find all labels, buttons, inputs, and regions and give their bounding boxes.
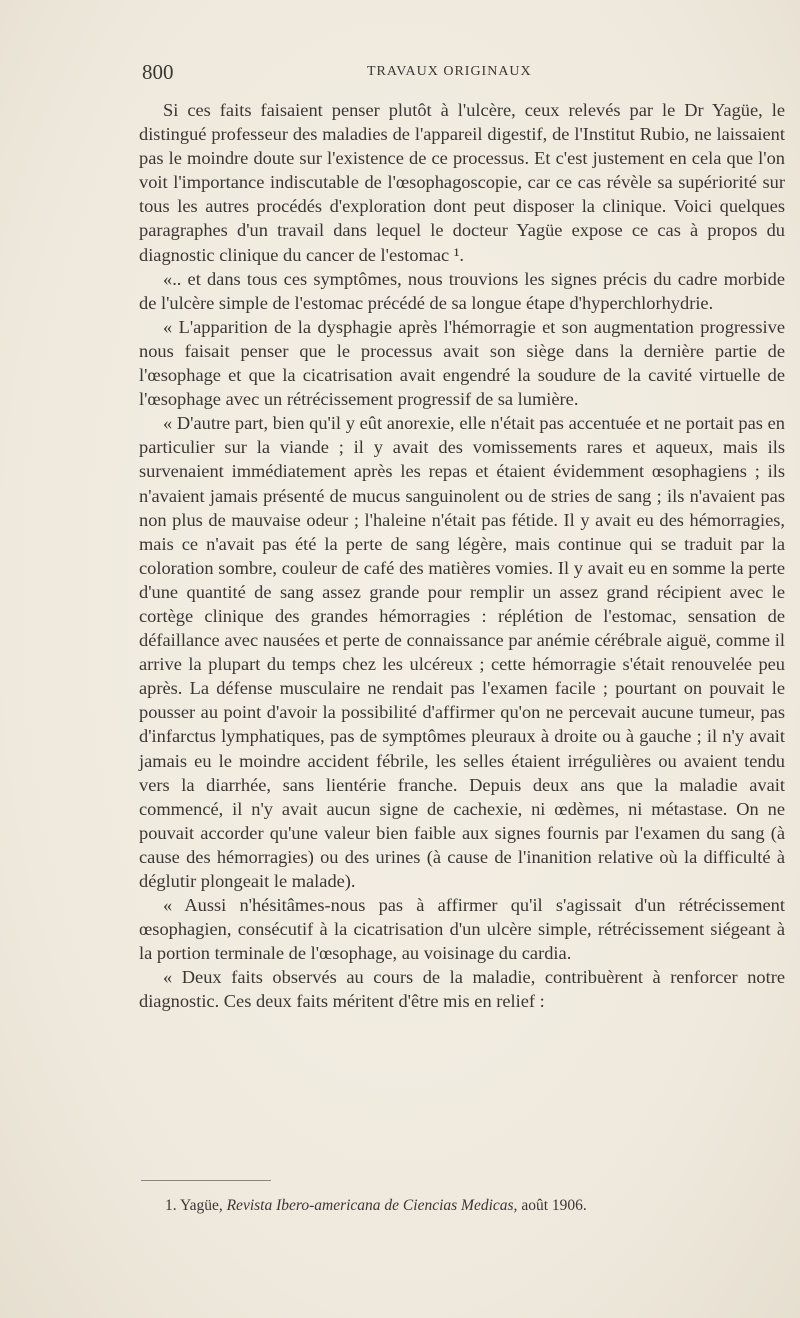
paragraph: « Deux faits observés au cours de la maladie, contribuèrent à renforcer notre diagnostic. Ces deux faits méritent d'être mis en relief : bbox=[139, 967, 785, 1012]
paragraph: « L'apparition de la dysphagie après l'hémorragie et son augmentation progressive nous faisait penser que le processus avait son siège dans la dernière partie de l'œsophage et que la cicatrisation avait engendré la soudure de la cavité virtuelle de l'œsophage avec un rétrécissement progressif de sa lumière. bbox=[139, 316, 785, 410]
footnote-date: août 1906. bbox=[521, 1197, 587, 1214]
paragraph: «.. et dans tous ces symptômes, nous trouvions les signes précis du cadre morbide de l'ulcère simple de l'estomac précédé de sa longue étape d'hyperchlorhydrie. bbox=[139, 268, 785, 313]
page-number: 800 bbox=[142, 60, 174, 84]
footnote-author: Yagüe, bbox=[179, 1197, 223, 1214]
running-title: TRAVAUX ORIGINAUX bbox=[367, 64, 532, 79]
paragraph: « D'autre part, bien qu'il y eût anorexie, elle n'était pas accentuée et ne portait pas en particulier sur la viande ; il y avait des vomissements rares et aqueux, mais ils survenaient immédiatement après les repas et étaient évidemment œsophagiens ; ils n'avaient jamais présenté de mucus sanguinolent ou de stries de sang ; ils n'avaient pas non plus de mauvaise odeur ; l'haleine n'était pas fétide. Il y avait eu des hémorragies, mais ce n'avait pas été la perte de sang légère, mais continue qui se traduit par la coloration sombre, couleur de café des matières vomies. Il y avait eu en somme la perte d'une quantité de sang assez grande pour remplir un assez grand récipient avec le cortège clinique des grandes hémorragies : réplétion de l'estomac, sensation de défaillance avec nausées et perte de connaissance par anémie cérébrale aiguë, comme il arrive la plupart du temps chez les ulcéreux ; cette hémorragie s'était renouvelée peu après. La défense musculaire ne rendait pas l'examen facile ; pourtant on pouvait le pousser au point d'avoir la possibilité d'affirmer qu'on ne percevait aucune tumeur, pas d'infarctus lymphatiques, pas de symptômes pleuraux à droite ou à gauche ; il n'y avait jamais eu le moindre accident fébrile, les selles étaient irrégulières ou avaient tendu vers la diarrhée, sans lientérie franche. Depuis deux ans que la maladie avait commencé, il n'y avait aucun signe de cachexie, ni œdèmes, ni métastase. On ne pouvait accorder qu'une valeur bien faible aux signes fournis par l'examen du sang (à cause des hémorragies) ou des urines (à cause de l'inanition relative où la difficulté à déglutir plongeait le malade). bbox=[139, 413, 785, 891]
page-header bbox=[142, 60, 782, 90]
body-text bbox=[139, 98, 785, 1014]
paragraph: Si ces faits faisaient penser plutôt à l'ulcère, ceux relevés par le Dr Yagüe, le distingué professeur des maladies de l'appareil digestif, de l'Institut Rubio, ne laissaient pas le moindre doute sur l'existence de ce processus. Et c'est justement en cela que l'on voit l'importance indiscutable de l'œsophagoscopie, car ce cas révèle sa supériorité sur tous les autres procédés d'exploration dont peut disposer la clinique. Voici quelques paragraphes d'un travail dans lequel le docteur Yagüe expose ce cas à propos du diagnostic clinique du cancer de l'estomac ¹. bbox=[139, 100, 785, 265]
paragraph: « Aussi n'hésitâmes-nous pas à affirmer qu'il s'agissait d'un rétrécissement œsophagien, consécutif à la cicatrisation d'un ulcère simple, rétrécissement siégeant à la portion terminale de l'œsophage, au voisinage du cardia. bbox=[139, 895, 785, 964]
footnote-journal: Revista Ibero-americana de Ciencias Medicas, bbox=[226, 1197, 518, 1214]
footnote bbox=[165, 1197, 785, 1215]
footnote-number: 1. bbox=[165, 1197, 177, 1214]
footnote-divider bbox=[141, 1180, 271, 1181]
